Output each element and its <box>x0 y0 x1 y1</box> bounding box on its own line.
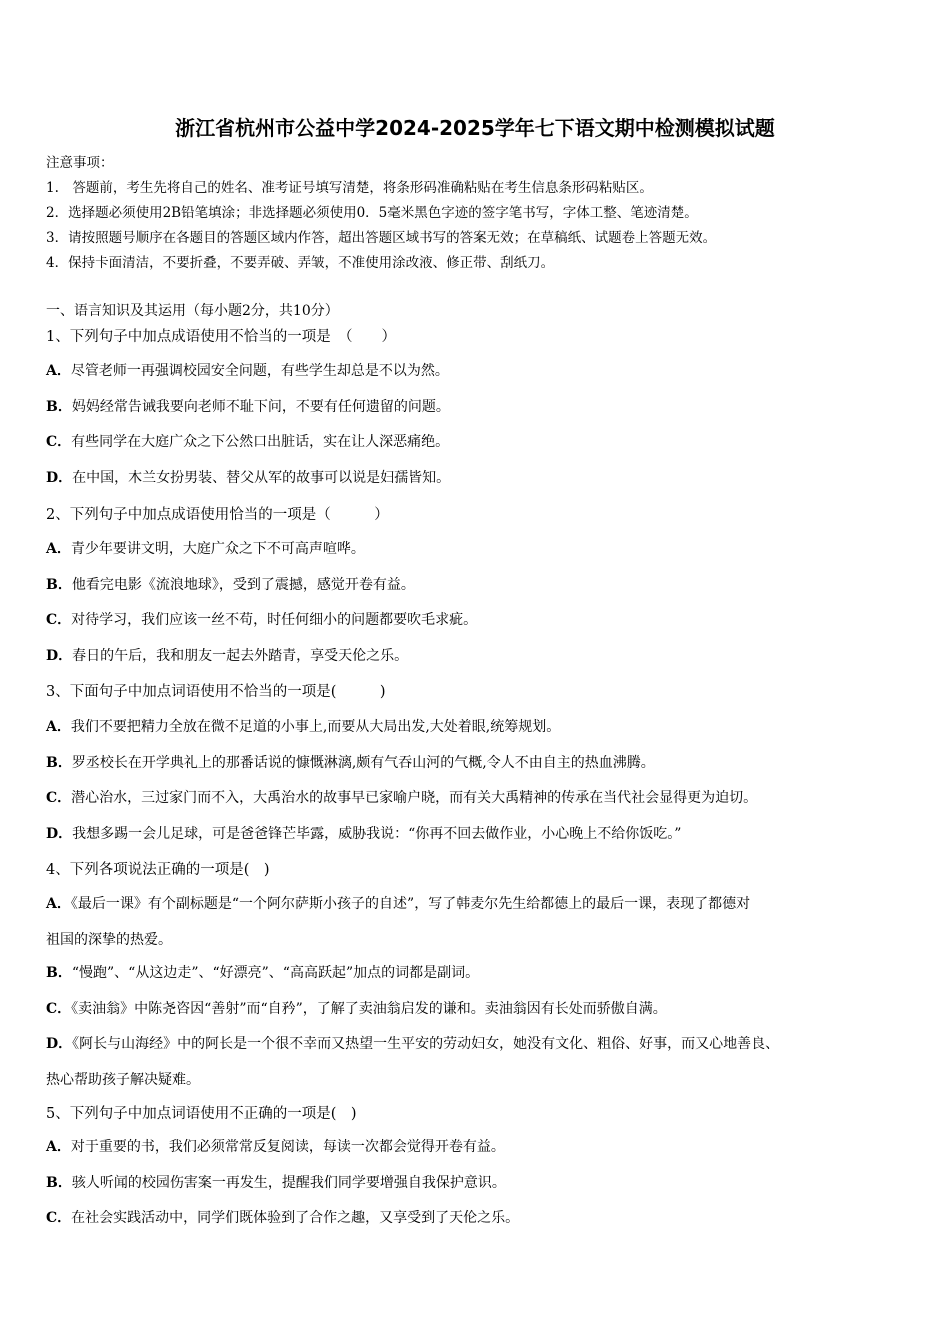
option-key: D． <box>46 1036 73 1052</box>
option-row <box>46 752 655 772</box>
notice-item: 4．保持卡面清洁，不要折叠，不要弄破、弄皱，不准使用涂改液、修正带、刮纸刀。 <box>46 255 555 271</box>
option-key: A． <box>46 363 71 379</box>
option-row <box>46 431 449 451</box>
option-text: 有些同学在大庭广众之下公然口出脏话，实在让人深恶痛绝。 <box>71 434 450 450</box>
option-row <box>46 962 479 982</box>
option-key: A． <box>46 896 71 912</box>
option-text: 对于重要的书，我们必须常常反复阅读，每读一次都会觉得开卷有益。 <box>70 1139 505 1155</box>
option-key: C． <box>46 434 72 450</box>
option-row <box>46 716 560 736</box>
option-key: B． <box>46 1175 72 1191</box>
option-row <box>46 1207 519 1227</box>
option-key: B． <box>46 577 72 593</box>
option-text: 骇人听闻的校园伤害案一再发生，提醒我们同学要增强自我保护意识。 <box>71 1175 506 1191</box>
page-title: 浙江省杭州市公益中学2024-2025学年七下语文期中检测模拟试题 <box>175 116 775 140</box>
option-text: 潜心治水，三过家门而不入，大禹治水的故事早已家喻户晓，而有关大禹精神的传承在当代社会显得更为迫切。 <box>71 790 758 806</box>
option-row <box>46 574 415 594</box>
question-stem: 4、下列各项说法正确的一项是( ) <box>46 862 270 878</box>
question-stem: 2、下列句子中加点成语使用恰当的一项是（ ） <box>46 507 389 523</box>
option-row <box>46 893 750 913</box>
option-row <box>46 787 757 807</box>
option-text: 妈妈经常告诫我要向老师不耻下问，不要有任何遗留的问题。 <box>71 399 450 415</box>
option-text: 他看完电影《流浪地球》，受到了震撼，感觉开卷有益。 <box>71 577 415 593</box>
option-key: D． <box>46 648 73 664</box>
option-text: 《卖油翁》中陈尧咨因“善射”而“自矜”，了解了卖油翁启发的谦和。卖油翁因有长处而骄傲自满。 <box>71 1001 667 1017</box>
notice-item: 2．选择题必须使用2B铅笔填涂；非选择题必须使用0．5毫米黑色字迹的签字笔书写，字体工整、笔迹清楚。 <box>46 205 698 221</box>
option-row <box>46 998 667 1018</box>
option-text: 罗丞校长在开学典礼上的那番话说的慷慨淋漓,颇有气吞山河的气概,令人不由自主的热血沸腾。 <box>71 755 655 771</box>
option-text: 《最后一课》有个副标题是“一个阿尔萨斯小孩子的自述”，写了韩麦尔先生给都德上的最后一课，表现了都德对 <box>70 896 751 912</box>
option-row <box>46 538 365 558</box>
option-key: C． <box>46 1210 72 1226</box>
option-key: C． <box>46 612 72 628</box>
question-stem: 3、下面句子中加点词语使用不恰当的一项是( ) <box>46 684 386 700</box>
option-row <box>46 1033 779 1053</box>
option-text: “慢跑”、“从这边走”、“好漂亮”、“高高跃起”加点的词都是副词。 <box>71 965 480 981</box>
option-text: 《阿长与山海经》中的阿长是一个很不幸而又热望一生平安的劳动妇女，她没有文化、粗俗、好事，而又心地善良、 <box>72 1036 780 1052</box>
notice-heading: 注意事项： <box>46 155 114 171</box>
option-row <box>46 645 408 665</box>
question-stem: 5、下列句子中加点词语使用不正确的一项是( ) <box>46 1106 357 1122</box>
option-key: B． <box>46 399 72 415</box>
option-key: D． <box>46 470 73 486</box>
option-row <box>46 396 450 416</box>
option-key: D． <box>46 826 73 842</box>
option-row <box>46 467 450 487</box>
notice-item: 3．请按照题号顺序在各题目的答题区域内作答，超出答题区域书写的答案无效；在草稿纸、试题卷上答题无效。 <box>46 230 717 246</box>
option-key: C． <box>46 790 72 806</box>
option-text: 春日的午后，我和朋友一起去外踏青，享受天伦之乐。 <box>72 648 409 664</box>
option-row <box>46 609 477 629</box>
option-row <box>46 360 449 380</box>
option-text: 尽管老师一再强调校园安全问题，有些学生却总是不以为然。 <box>70 363 449 379</box>
option-text: 在社会实践活动中，同学们既体验到了合作之趣，又享受到了天伦之乐。 <box>71 1210 520 1226</box>
option-row <box>46 823 681 843</box>
option-key: B． <box>46 965 72 981</box>
option-row <box>46 1136 505 1156</box>
option-continuation: 祖国的深挚的热爱。 <box>46 932 172 948</box>
question-stem: 1、下列句子中加点成语使用不恰当的一项是 （ ） <box>46 329 396 345</box>
option-key: A． <box>46 1139 71 1155</box>
option-text: 我想多踢一会儿足球，可是爸爸锋芒毕露，威胁我说：“你再不回去做作业，小心晚上不给你饭吃。” <box>72 826 682 842</box>
option-key: A． <box>46 719 71 735</box>
option-key: A． <box>46 541 71 557</box>
option-text: 青少年要讲文明，大庭广众之下不可高声喧哗。 <box>70 541 365 557</box>
option-text: 在中国，木兰女扮男装、替父从军的故事可以说是妇孺皆知。 <box>72 470 451 486</box>
option-key: C． <box>46 1001 72 1017</box>
option-row <box>46 1172 506 1192</box>
option-continuation: 热心帮助孩子解决疑难。 <box>46 1072 200 1088</box>
option-key: B． <box>46 755 72 771</box>
notice-item: 1. 答题前，考生先将自己的姓名、准考证号填写清楚，将条形码准确粘贴在考生信息条形码粘贴区。 <box>46 180 653 196</box>
option-text: 我们不要把精力全放在微不足道的小事上,而要从大局出发,大处着眼,统筹规划。 <box>70 719 561 735</box>
section-heading: 一、语言知识及其运用（每小题2分，共10分） <box>46 303 339 319</box>
option-text: 对待学习，我们应该一丝不苟，时任何细小的问题都要吹毛求疵。 <box>71 612 478 628</box>
